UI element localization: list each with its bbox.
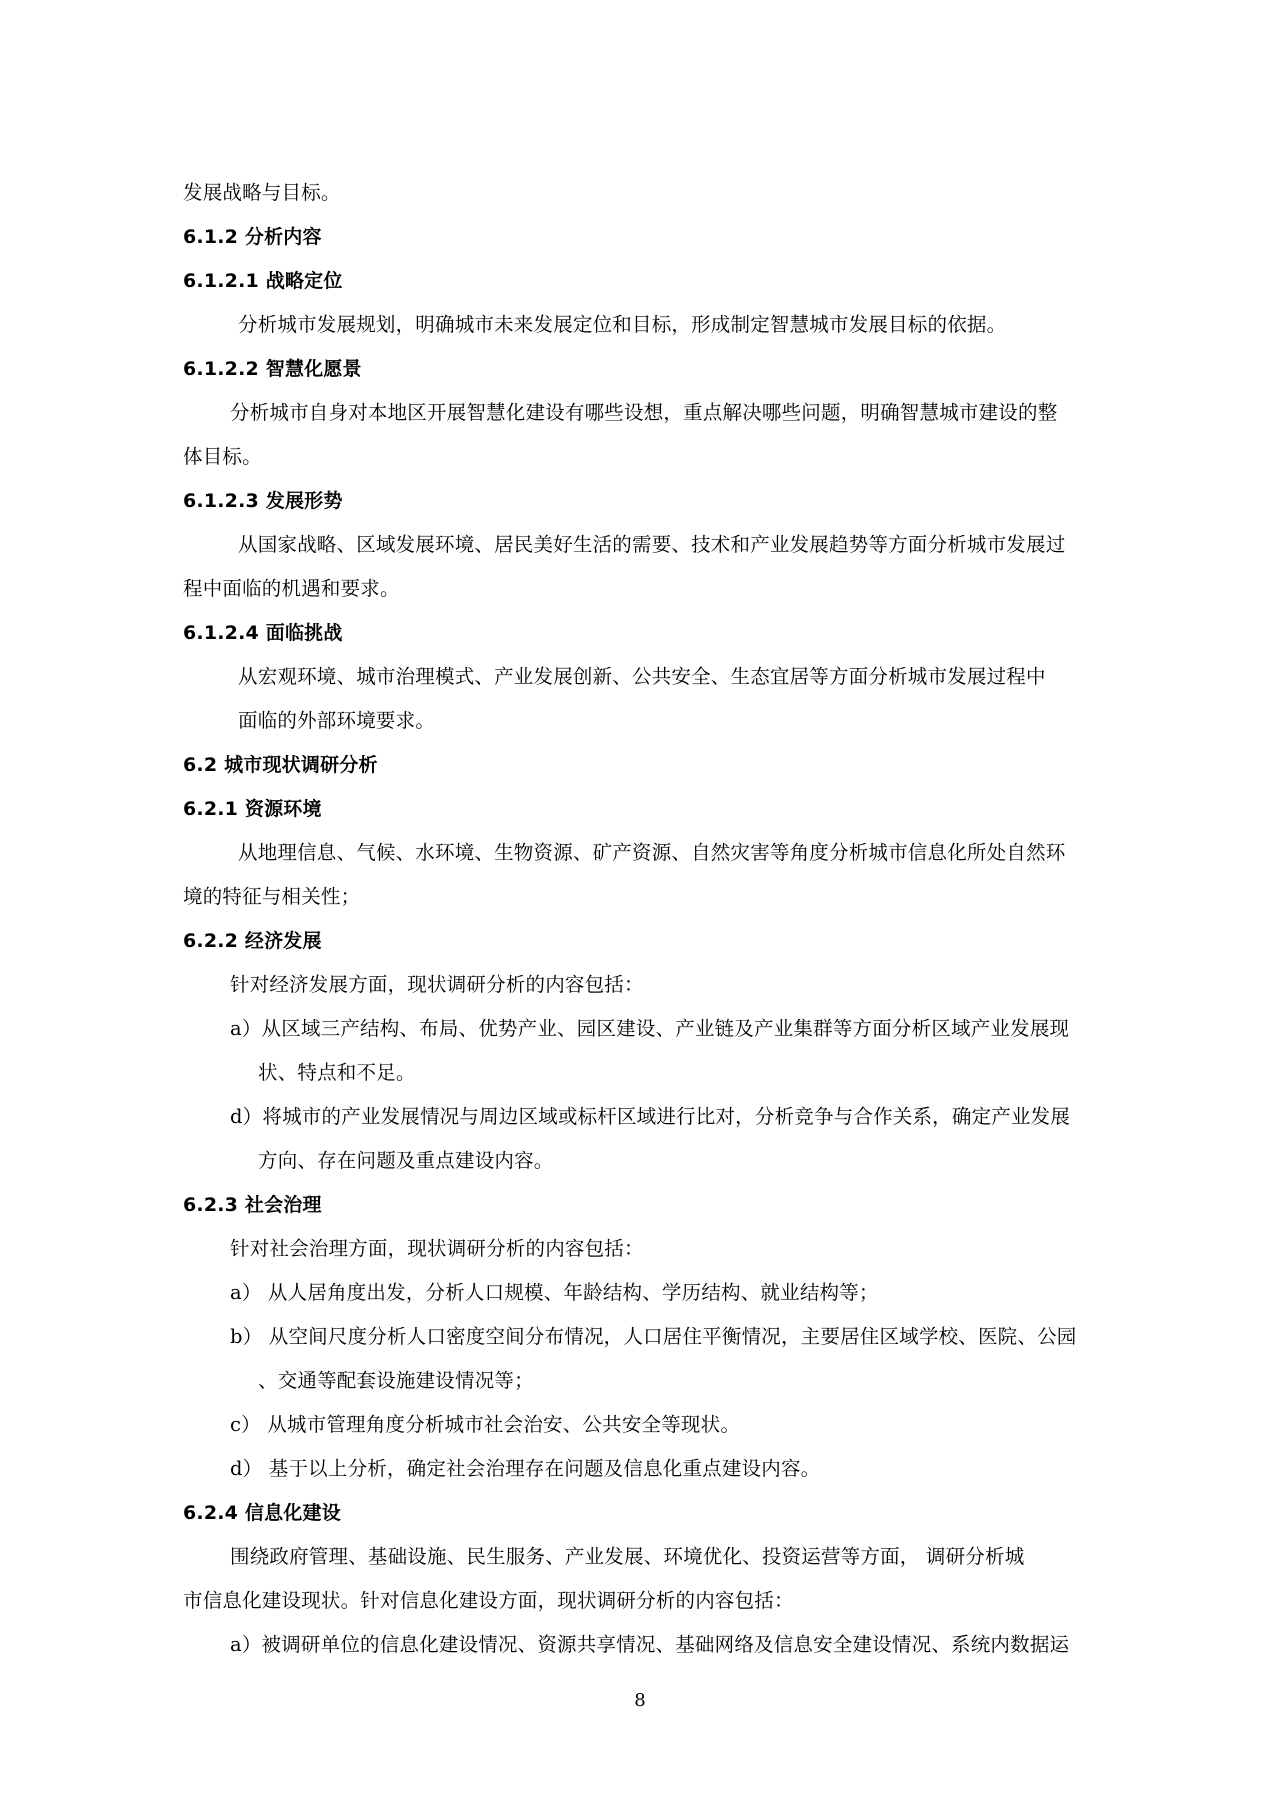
section-heading: 6.2 城市现状调研分析 bbox=[183, 754, 378, 776]
paragraph-line: 从宏观环境、城市治理模式、产业发展创新、公共安全、生态宜居等方面分析城市发展过程中 bbox=[238, 665, 1046, 688]
section-heading: 6.2.2 经济发展 bbox=[183, 930, 322, 952]
paragraph-line: 程中面临的机遇和要求。 bbox=[183, 577, 400, 600]
list-item: a） 从人居角度出发，分析人口规模、年龄结构、学历结构、就业结构等； bbox=[230, 1281, 879, 1304]
subsection-heading: 6.1.2.4 面临挑战 bbox=[183, 622, 343, 644]
subsection-heading: 6.1.2.1 战略定位 bbox=[183, 270, 343, 292]
list-item-continuation: 方向、存在问题及重点建设内容。 bbox=[258, 1149, 554, 1172]
subsection-heading: 6.1.2.3 发展形势 bbox=[183, 490, 343, 512]
page-number: 8 bbox=[634, 1690, 646, 1711]
list-item: a）被调研单位的信息化建设情况、资源共享情况、基础网络及信息安全建设情况、系统内数据运 bbox=[230, 1633, 1070, 1656]
paragraph-line: 面临的外部环境要求。 bbox=[238, 709, 436, 732]
list-item: a）从区域三产结构、布局、优势产业、园区建设、产业链及产业集群等方面分析区域产业发展现 bbox=[230, 1017, 1070, 1040]
paragraph-line: 境的特征与相关性； bbox=[183, 885, 361, 908]
section-heading: 6.2.3 社会治理 bbox=[183, 1194, 322, 1216]
paragraph-line: 市信息化建设现状。针对信息化建设方面，现状调研分析的内容包括： bbox=[183, 1589, 794, 1612]
paragraph-line: 围绕政府管理、基础设施、民生服务、产业发展、环境优化、投资运营等方面， 调研分析城 bbox=[230, 1545, 1025, 1568]
list-item: c） 从城市管理角度分析城市社会治安、公共安全等现状。 bbox=[230, 1413, 741, 1436]
section-heading: 6.2.4 信息化建设 bbox=[183, 1502, 341, 1524]
paragraph-line: 针对社会治理方面，现状调研分析的内容包括： bbox=[230, 1237, 644, 1260]
list-item-continuation: 状、特点和不足。 bbox=[258, 1061, 416, 1084]
paragraph-line: 分析城市发展规划，明确城市未来发展定位和目标，形成制定智慧城市发展目标的依据。 bbox=[238, 313, 1007, 336]
paragraph-line: 分析城市自身对本地区开展智慧化建设有哪些设想，重点解决哪些问题，明确智慧城市建设的整 bbox=[230, 401, 1058, 424]
paragraph-line: 从国家战略、区域发展环境、居民美好生活的需要、技术和产业发展趋势等方面分析城市发展过 bbox=[238, 533, 1066, 556]
paragraph-line: 从地理信息、气候、水环境、生物资源、矿产资源、自然灾害等角度分析城市信息化所处自然环 bbox=[238, 841, 1066, 864]
section-heading: 6.1.2 分析内容 bbox=[183, 226, 322, 248]
list-item: d） 基于以上分析，确定社会治理存在问题及信息化重点建设内容。 bbox=[230, 1457, 821, 1480]
list-item: b） 从空间尺度分析人口密度空间分布情况，人口居住平衡情况，主要居住区域学校、医院、公园 bbox=[230, 1325, 1077, 1348]
paragraph-line: 针对经济发展方面，现状调研分析的内容包括： bbox=[230, 973, 644, 996]
subsection-heading: 6.1.2.2 智慧化愿景 bbox=[183, 358, 362, 380]
list-item-continuation: 、交通等配套设施建设情况等； bbox=[258, 1369, 534, 1392]
section-heading: 6.2.1 资源环境 bbox=[183, 798, 322, 820]
paragraph-line: 体目标。 bbox=[183, 445, 262, 468]
list-item: d）将城市的产业发展情况与周边区域或标杆区域进行比对，分析竞争与合作关系，确定产业发展 bbox=[230, 1105, 1071, 1128]
text-line: 发展战略与目标。 bbox=[183, 181, 341, 204]
